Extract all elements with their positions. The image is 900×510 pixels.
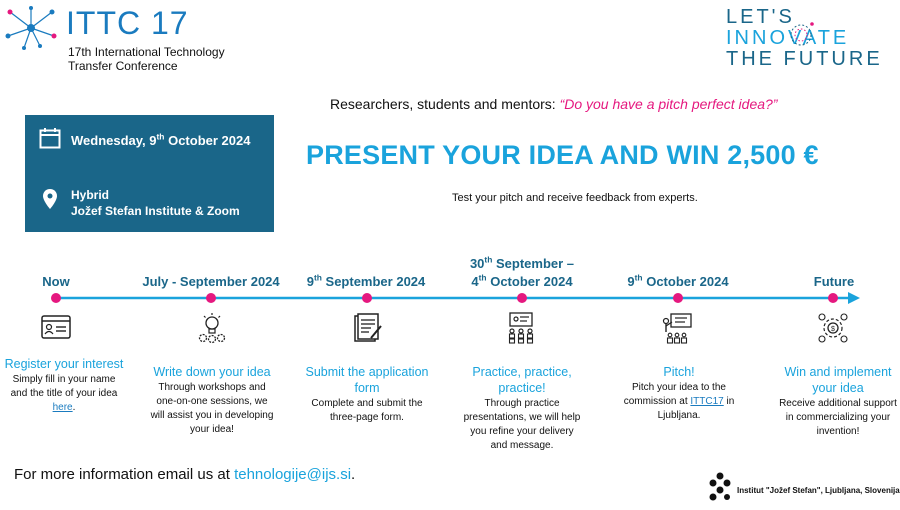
step-write-idea [150, 364, 274, 437]
question-line [330, 96, 777, 112]
step-submit-form [304, 364, 430, 425]
globe-dots-icon [786, 20, 816, 50]
ijs-institute-logo-icon [708, 472, 732, 502]
ittc-subtitle-line1: 17th International Technology [68, 45, 225, 59]
timeline-label-sep9: 9th September 2024 [306, 272, 426, 289]
step-win-title: Win and implement your idea [784, 365, 892, 395]
ittc17-link[interactable]: ITTC17 [690, 396, 724, 407]
timeline [0, 250, 900, 310]
step-pitch [620, 364, 738, 423]
lets-line2: INNOVATE [726, 27, 850, 49]
event-location-place: Jožef Stefan Institute & Zoom [71, 204, 240, 218]
contact-email-link[interactable]: tehnologije@ijs.si [234, 466, 352, 483]
timeline-dot [673, 293, 683, 303]
step-win-desc: Receive additional support in commercializing your invention! [779, 398, 897, 437]
timeline-label-future: Future [813, 274, 855, 289]
step-win [776, 364, 900, 439]
timeline-label-jul-sep: July - September 2024 [142, 274, 280, 289]
timeline-dot [517, 293, 527, 303]
money-cycle-icon [817, 312, 849, 344]
step-register-desc: Simply fill in your name and the title of your idea here. [10, 374, 118, 413]
register-here-link[interactable]: here [52, 402, 73, 413]
event-date: Wednesday, 9th October 2024 [71, 131, 251, 148]
subheadline: Test your pitch and receive feedback from experts. [452, 192, 698, 204]
timeline-label-now: Now [42, 274, 70, 289]
idea-gears-icon [196, 312, 228, 344]
headline: PRESENT YOUR IDEA AND WIN 2,500 € [306, 140, 819, 170]
svg-text:$: $ [831, 326, 835, 333]
step-write-idea-title: Write down your idea [153, 365, 271, 379]
step-register [2, 356, 126, 415]
registration-form-icon [40, 312, 72, 344]
step-pitch-desc: Pitch your idea to the commission at ITTC17 in Ljubljana. [623, 382, 735, 421]
ittc-title: ITTC 17 [66, 5, 189, 41]
lets-innovate-logo [726, 6, 896, 72]
lets-line3: THE FUTURE [726, 48, 883, 70]
ittc-logo-icon [4, 6, 58, 50]
lets-line1: LET'S [726, 6, 795, 28]
ijs-institute-name: Institut "Jožef Stefan", Ljubljana, Slovenija [737, 486, 900, 495]
timeline-arrow [0, 250, 900, 310]
step-register-title: Register your interest [4, 357, 124, 371]
ittc-subtitle-line2: Transfer Conference [68, 59, 178, 73]
timeline-dot [206, 293, 216, 303]
step-practice-desc: Through practice presentations, we will help you refine your delivery and message. [463, 398, 581, 451]
calendar-icon [39, 127, 61, 149]
timeline-label-oct4: 4th October 2024 [471, 272, 573, 289]
step-pitch-title: Pitch! [663, 365, 695, 379]
practice-presentation-icon [506, 312, 538, 344]
timeline-label-sep30: 30th September – [469, 254, 575, 271]
pitch-presentation-icon [661, 312, 693, 344]
question-quote: “Do you have a pitch perfect idea?” [559, 96, 778, 112]
step-practice [462, 364, 582, 453]
event-info-box [25, 115, 274, 232]
question-prefix: Researchers, students and mentors: [330, 96, 560, 112]
application-form-icon [351, 312, 383, 344]
location-pin-icon [43, 189, 57, 209]
step-practice-title: Practice, practice, practice! [472, 365, 572, 395]
timeline-label-oct9: 9th October 2024 [627, 272, 729, 289]
step-submit-form-title: Submit the application form [305, 365, 429, 395]
step-write-idea-desc: Through workshops and one-on-one sessions, we will assist you in developing your idea! [150, 382, 274, 435]
timeline-dot [51, 293, 61, 303]
footer-contact: For more information email us at tehnologije@ijs.si. [14, 466, 356, 483]
timeline-dot [362, 293, 372, 303]
step-submit-form-desc: Complete and submit the three-page form. [311, 398, 423, 423]
event-location-type: Hybrid [71, 188, 110, 202]
timeline-dot [828, 293, 838, 303]
